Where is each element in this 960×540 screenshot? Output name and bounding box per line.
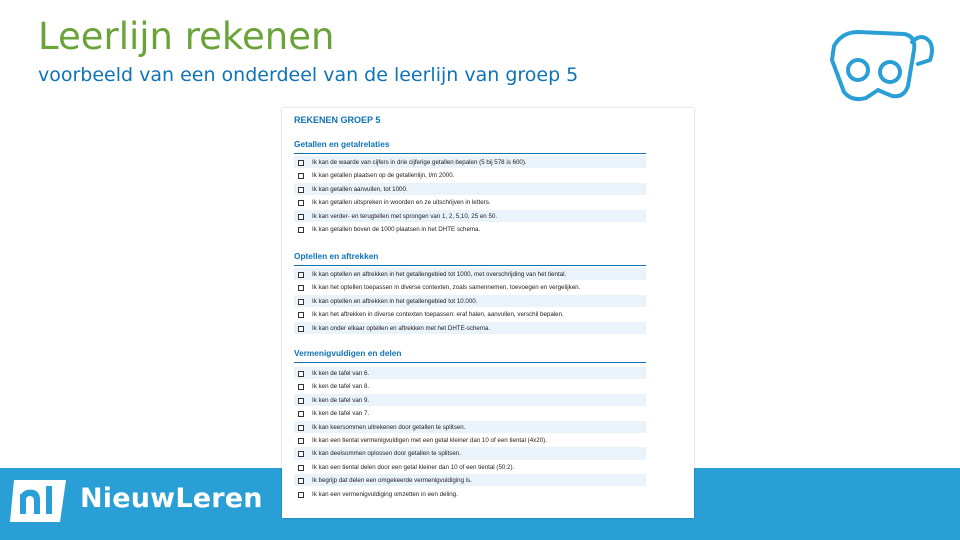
list-item-text: Ik ken de tafel van 9. xyxy=(312,396,370,404)
list-item xyxy=(294,474,646,487)
checkbox[interactable] xyxy=(298,312,304,318)
list-item xyxy=(294,308,646,321)
list-item-text: Ik kan het optellen toepassen in diverse contexten, zoals samennemen, toevoegen en vergelijken. xyxy=(312,284,581,292)
section-divider xyxy=(294,265,646,266)
list-item xyxy=(294,461,646,474)
list-item xyxy=(294,380,646,393)
list-item-text: Ik kan een vermenigvuldiging omzetten in een deling. xyxy=(312,490,458,498)
list-item-text: Ik kan keersommen uitrekenen door getallen te splitsen. xyxy=(312,423,466,431)
list-item-text: Ik kan het aftrekken in diverse contexten toepassen: eraf halen, aanvullen, verschil bepalen. xyxy=(312,311,564,319)
checkbox[interactable] xyxy=(298,438,304,444)
checkbox[interactable] xyxy=(298,326,304,332)
section-divider xyxy=(294,362,646,363)
list-item-text: Ik kan getallen uitspreken in woorden en ze uitschrijven in letters. xyxy=(312,199,491,207)
list-item xyxy=(294,322,646,335)
document-title: REKENEN GROEP 5 xyxy=(294,115,381,125)
list-item-text: Ik kan getallen plaatsen op de getallenlijn, t/m 2000. xyxy=(312,172,455,180)
list-item xyxy=(294,488,646,501)
checkbox[interactable] xyxy=(298,371,304,377)
checkbox[interactable] xyxy=(298,272,304,278)
list-item xyxy=(294,223,646,236)
checkbox[interactable] xyxy=(298,451,304,457)
brand-name: NieuwLeren xyxy=(80,483,263,514)
list-item xyxy=(294,156,646,169)
list-item xyxy=(294,268,646,281)
list-item xyxy=(294,434,646,447)
checkbox[interactable] xyxy=(298,384,304,390)
list-item xyxy=(294,281,646,294)
list-item xyxy=(294,210,646,223)
list-item xyxy=(294,169,646,182)
list-item-text: Ik ken de tafel van 8. xyxy=(312,383,370,391)
list-item-text: Ik ken de tafel van 7. xyxy=(312,410,370,418)
section-heading: Vermenigvuldigen en delen xyxy=(294,348,402,358)
checkbox[interactable] xyxy=(298,492,304,498)
list-item xyxy=(294,447,646,460)
vr-headset-icon xyxy=(818,20,936,102)
checkbox[interactable] xyxy=(298,425,304,431)
checkbox[interactable] xyxy=(298,411,304,417)
list-item xyxy=(294,183,646,196)
list-item xyxy=(294,367,646,380)
list-item-text: Ik kan de waarde van cijfers in drie cijferige getallen bepalen (5 bij 578 is 600). xyxy=(312,159,527,166)
checkbox[interactable] xyxy=(298,227,304,233)
section-divider xyxy=(294,153,646,154)
list-item-text: Ik begrijp dat delen een omgekeerde vermenigvuldiging is. xyxy=(312,477,472,485)
list-item-text: Ik ken de tafel van 6. xyxy=(312,370,370,377)
checkbox[interactable] xyxy=(298,398,304,404)
checkbox[interactable] xyxy=(298,299,304,305)
nl-logo-icon xyxy=(8,476,70,526)
list-item xyxy=(294,196,646,209)
list-item-text: Ik kan optellen en aftrekken in het getallengebied tot 10.000. xyxy=(312,297,478,305)
list-item xyxy=(294,421,646,434)
list-item-text: Ik kan een tiental delen door een getal kleiner dan 10 of een tiental (50:2). xyxy=(312,463,515,471)
list-item-text: Ik kan optellen en aftrekken in het getallengebied tot 1000, met overschrijding van het tiental. xyxy=(312,271,567,278)
list-item-text: Ik kan een tiental vermenigvuldigen met een getal kleiner dan 10 of een tiental (4x20). xyxy=(312,437,547,444)
checkbox[interactable] xyxy=(298,214,304,220)
checkbox[interactable] xyxy=(298,173,304,179)
list-item xyxy=(294,394,646,407)
section-heading: Getallen en getalrelaties xyxy=(294,139,390,149)
list-item-text: Ik kan verder- en terugtellen met sprongen van 1, 2, 5,10, 25 en 50. xyxy=(312,212,498,220)
section-heading: Optellen en aftrekken xyxy=(294,251,379,261)
checkbox[interactable] xyxy=(298,200,304,206)
list-item-text: Ik kan getallen boven de 1000 plaatsen in het DHTE schema. xyxy=(312,226,481,233)
list-item xyxy=(294,407,646,420)
slide-subtitle: voorbeeld van een onderdeel van de leerlijn van groep 5 xyxy=(38,64,579,86)
checkbox[interactable] xyxy=(298,160,304,166)
list-item xyxy=(294,295,646,308)
checkbox[interactable] xyxy=(298,478,304,484)
checkbox[interactable] xyxy=(298,465,304,471)
list-item-text: Ik kan getallen aanvullen, tot 1000. xyxy=(312,185,408,193)
list-item-text: Ik kan onder elkaar optellen en aftrekken met het DHTE-schema. xyxy=(312,324,491,332)
slide-title: Leerlijn rekenen xyxy=(38,15,335,58)
checkbox[interactable] xyxy=(298,285,304,291)
checkbox[interactable] xyxy=(298,187,304,193)
curriculum-document xyxy=(282,108,694,518)
list-item-text: Ik kan deelsommen oplossen door getallen te splitsen. xyxy=(312,450,461,458)
